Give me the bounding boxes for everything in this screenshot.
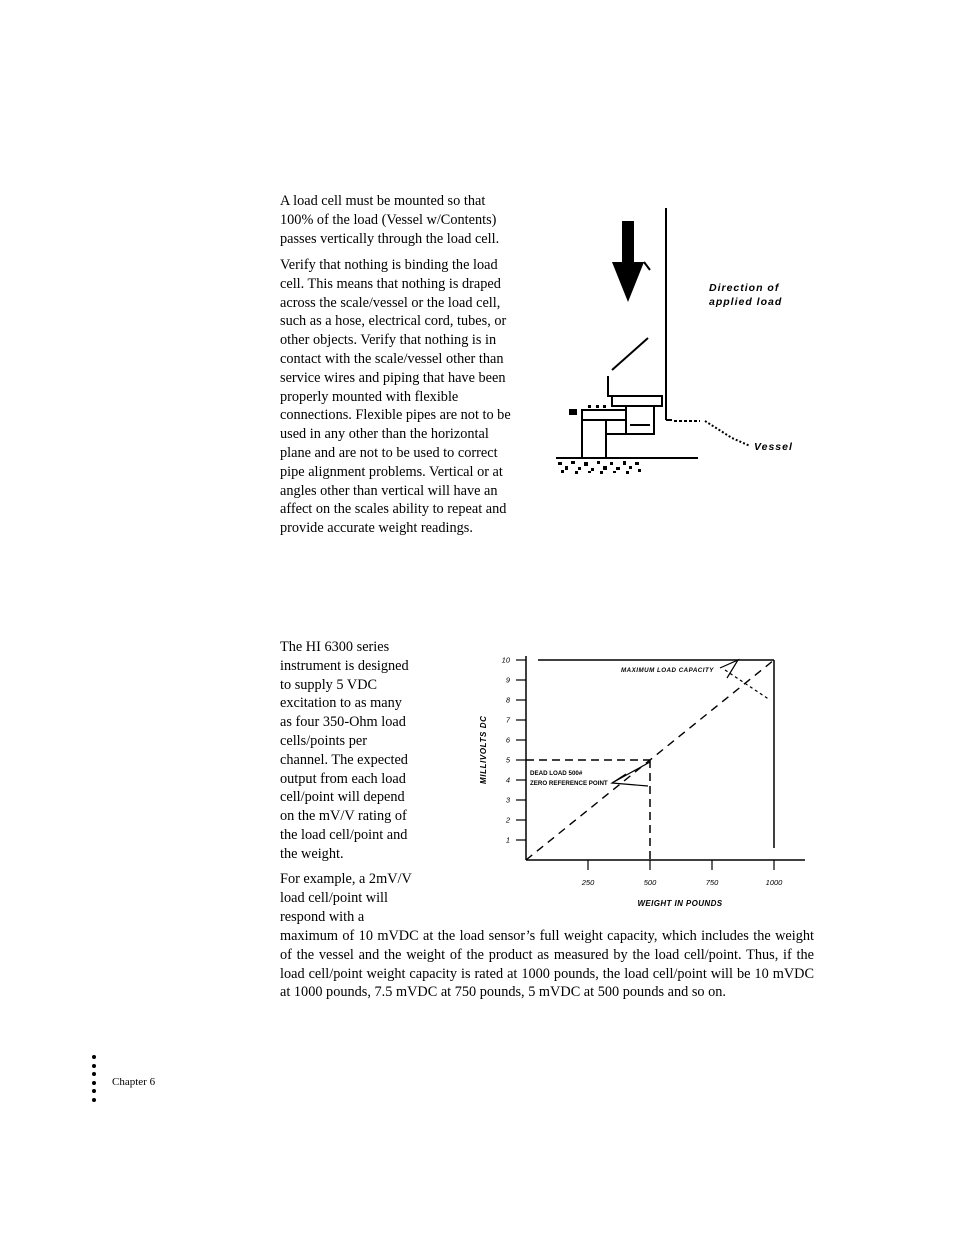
direction-label-line1: Direction of [709,282,780,294]
paragraph-excitation: The HI 6300 series instrument is designed to supply 5 VDC excitation to as many as four 350-Ohm load cells/points per channel. The expected output from each load cell/point will depend on the mV/V rating of the load cell/point and the weight. [280,639,409,862]
annotation-arrows [612,660,770,786]
x-ticks [581,860,783,887]
paragraph-mounting: A load cell must be mounted so that 100% of the load (Vessel w/Contents) passes vertically through the load cell. [280,193,500,247]
chapter-label: Chapter 6 [112,1076,156,1088]
x-tick-label: 500 [643,878,657,887]
y-axis-label: MILLIVOLTS DC [479,715,488,784]
y-tick-label: 1 [505,835,510,845]
annotation-dead-load-line2: ZERO REFERENCE POINT [530,780,608,787]
y-tick-label: 9 [505,675,510,685]
y-ticks [502,656,526,845]
x-tick-label: 750 [705,878,719,887]
y-tick-label: 4 [505,775,510,785]
direction-label-line2: applied load [709,296,783,308]
annotation-max-load: MAXIMUM LOAD CAPACITY [621,667,714,674]
y-tick-label: 10 [501,655,510,665]
y-tick-label: 5 [505,755,510,765]
y-tick-label: 3 [505,795,510,805]
paragraph-binding: Verify that nothing is binding the load cell. This means that nothing is draped across the scale/vessel or the load cell, such as a hose, electrical cord, tubes, or other objects. Verify that nothing is in contact with the scale/vessel other than service wires and piping that have been properly mounted with flexible connections. Flexible pipes are not to be used in any other than the horizontal plane and are not to be used to correct pipe alignment problems. Vertical or at angles other than vertical will have an affect on the scales ability to repeat and provide accurate weight readings. [280,257,511,537]
x-tick-label: 250 [581,878,595,887]
footer-dots [92,1055,98,1107]
x-axis-label: WEIGHT IN POUNDS [637,899,723,908]
y-tick-label: 8 [505,695,510,705]
y-tick-label: 2 [505,815,510,825]
x-tick-label: 1000 [765,878,783,887]
vessel-label: Vessel [754,441,793,453]
chart-axes [526,656,805,860]
annotation-dead-load-line1: DEAD LOAD 500# [530,770,583,777]
y-tick-label: 6 [505,735,510,745]
paragraph-example-continued: maximum of 10 mVDC at the load sensor’s full weight capacity, which includes the weight of the vessel and the weight of the product as measured by the load cell/point. Thus, if the load cell/point weight capacity is rated at 1000 pounds, the load cell/point will be 10 mVDC at 1000 pounds, 7.5 mVDC at 750 pounds, 5 mVDC at 500 pounds and so on. [280,928,814,1001]
y-tick-label: 7 [505,715,510,725]
paragraph-example-start: For example, a 2mV/V load cell/point will respond with a [280,871,412,925]
